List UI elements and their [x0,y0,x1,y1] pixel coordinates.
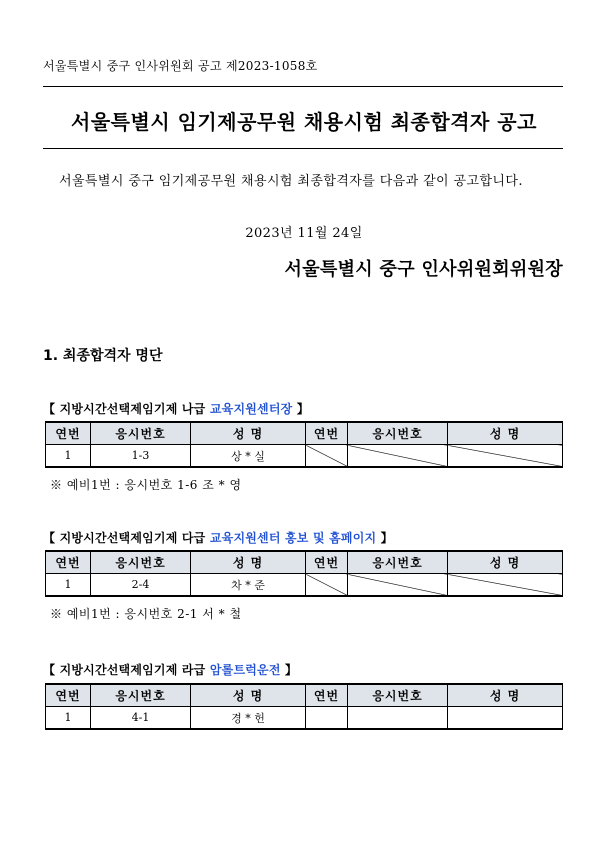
section-title: 1. 최종합격자 명단 [43,348,163,364]
table-row [46,574,563,597]
results-table-2 [45,550,563,597]
bracket-close: 】 [380,531,393,545]
position-heading-1 [43,400,309,417]
page-title: 서울특별시 임기제공무원 채용시험 최종합격자 공고 [71,110,537,134]
bracket-close: 】 [285,663,298,677]
position-accent: 교육지원센터장 [209,402,293,416]
notice-number: 서울특별시 중구 인사위원회 공고 제2023-1058호 [43,59,318,73]
empty-cell [348,445,448,468]
cell-no: 1 [46,707,91,730]
cell-exam-no: 4-1 [91,707,191,730]
table-row [46,707,563,730]
col-header-name: 성 명 [191,551,306,574]
notice-date: 2023년 11월 24일 [245,226,363,241]
col-header-exam-no: 응시번호 [91,551,191,574]
empty-cell [448,574,563,597]
position-accent: 교육지원센터 홍보 및 홈페이지 [209,531,377,545]
title-divider [43,148,563,149]
cell-name: 상 * 실 [191,445,306,468]
cell-no: 1 [46,574,91,597]
col-header-no: 연번 [46,551,91,574]
top-divider [43,86,563,87]
bracket-open: 【 [43,663,56,677]
empty-cell [306,445,348,468]
results-table-3 [45,683,563,730]
bracket-open: 【 [43,531,56,545]
cell-exam-no: 2-4 [91,574,191,597]
col-header-exam-no: 응시번호 [91,422,191,445]
empty-cell [306,574,348,597]
col-header-no: 연번 [46,422,91,445]
bracket-open: 【 [43,402,56,416]
empty-cell [448,707,563,730]
empty-cell [348,574,448,597]
reserve-note-2: ※ 예비1번 : 응시번호 2-1 서 * 철 [50,607,242,621]
cell-exam-no: 1-3 [91,445,191,468]
results-table-1 [45,421,563,468]
col-header-name: 성 명 [448,684,563,707]
col-header-no: 연번 [306,551,348,574]
col-header-no: 연번 [306,684,348,707]
empty-cell [348,707,448,730]
body-text: 서울특별시 중구 임기제공무원 채용시험 최종합격자를 다음과 같이 공고합니다. [59,174,523,189]
col-header-exam-no: 응시번호 [348,422,448,445]
col-header-name: 성 명 [191,684,306,707]
issuer: 서울특별시 중구 인사위원회위원장 [284,259,563,280]
position-prefix: 지방시간선택제임기제 다급 [59,531,206,545]
col-header-exam-no: 응시번호 [348,551,448,574]
col-header-name: 성 명 [448,422,563,445]
col-header-exam-no: 응시번호 [348,684,448,707]
position-prefix: 지방시간선택제임기제 나급 [59,402,206,416]
col-header-name: 성 명 [191,422,306,445]
reserve-note-1: ※ 예비1번 : 응시번호 1-6 조 * 영 [50,478,242,492]
col-header-name: 성 명 [448,551,563,574]
empty-cell [306,707,348,730]
cell-no: 1 [46,445,91,468]
col-header-no: 연번 [306,422,348,445]
col-header-exam-no: 응시번호 [91,684,191,707]
empty-cell [448,445,563,468]
cell-name: 경 * 헌 [191,707,306,730]
position-heading-3 [43,661,297,678]
cell-name: 차 * 준 [191,574,306,597]
col-header-no: 연번 [46,684,91,707]
position-heading-2 [43,529,393,546]
position-prefix: 지방시간선택제임기제 라급 [59,663,206,677]
position-accent: 암롤트럭운전 [209,663,281,677]
table-row [46,445,563,468]
bracket-close: 】 [296,402,310,416]
